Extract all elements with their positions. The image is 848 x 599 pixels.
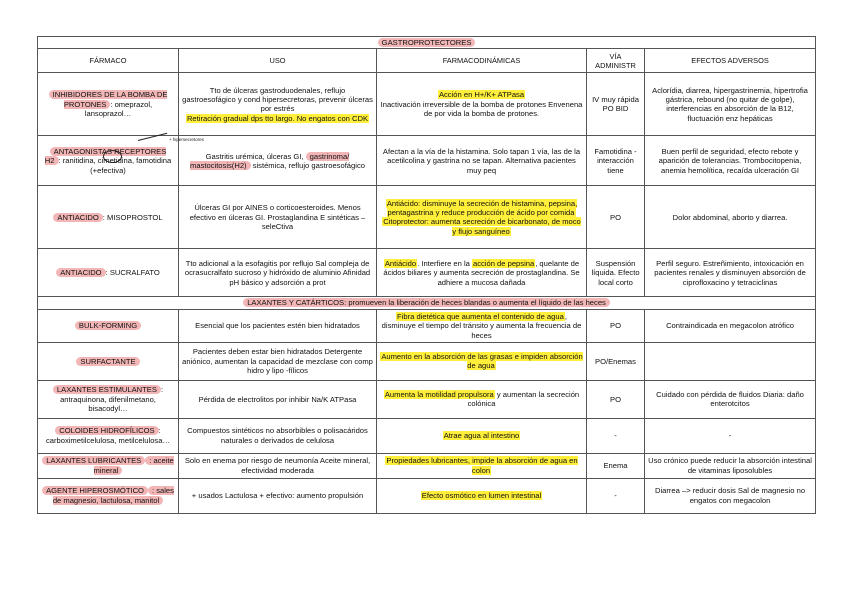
uso-cell: Solo en enema por riesgo de neumonía Aceite mineral, efectividad moderada <box>179 453 377 478</box>
farmacodinamica-cell: Aumento en la absorción de las grasas e impiden absorción de agua <box>377 342 587 380</box>
handwritten-note: + hipersecretores <box>169 137 204 142</box>
title-row <box>38 37 816 49</box>
uso-cell: Esencial que los pacientes estén bien hidratados <box>179 309 377 342</box>
via-cell: PO <box>587 309 645 342</box>
efectos-cell: - <box>645 418 816 453</box>
farmaco-cell: ANTAGONISTAS RECEPTORES H2 : ranitidina, cimetidina, famotidina (+efectiva) <box>38 136 179 186</box>
via-cell: - <box>587 478 645 513</box>
via-cell: PO/Enemas <box>587 342 645 380</box>
table-row-estimulantes <box>38 380 816 418</box>
efectos-cell: Buen perfil de seguridad, efecto rebote y aparición de tolerancias. Trombocitopenia, anemia hemolítica, recaída ulceración GI <box>645 136 816 186</box>
table-row-bulk <box>38 309 816 342</box>
efectos-cell: Aclorídia, diarrea, hipergastrinemia, hipertrofia gástrica, rebound (no quitar de golpe), interferencias en absorción de la B12, fluctuación enz hepáticas <box>645 73 816 136</box>
via-cell: Enema <box>587 453 645 478</box>
col-header-via: VÍA ADMINISTR <box>587 49 645 73</box>
table-row-ibp <box>38 73 816 136</box>
via-cell: PO <box>587 186 645 249</box>
via-cell: PO <box>587 380 645 418</box>
table-row-hiperosmotico <box>38 478 816 513</box>
table-row-surfactante <box>38 342 816 380</box>
efectos-cell: Uso crónico puede reducir la absorción intestinal de vitaminas liposolubles <box>645 453 816 478</box>
efectos-cell <box>645 342 816 380</box>
table-row-misoprostol <box>38 186 816 249</box>
farmaco-cell: AGENTE HIPEROSMÓTICO : sales de magnesio, lactulosa, manitol <box>38 478 179 513</box>
col-header-farmacodinamicas: FARMACODINÁMICAS <box>377 49 587 73</box>
section-laxantes-title: LAXANTES Y CATÁRTICOS: promueven la liberación de heces blandas o aumenta el líquido de las heces <box>243 298 610 307</box>
efectos-cell: Cuidado con pérdida de fluidos Diaria: daño enterotcitos <box>645 380 816 418</box>
col-header-efectos: EFECTOS ADVERSOS <box>645 49 816 73</box>
farmacodinamica-cell: Propiedades lubricantes, impide la absorción de agua en colon <box>377 453 587 478</box>
via-cell: - <box>587 418 645 453</box>
farmacodinamica-cell: Atrae agua al intestino <box>377 418 587 453</box>
table-title: GASTROPROTECTORES <box>378 38 476 47</box>
efectos-cell: Contraindicada en megacolon atrófico <box>645 309 816 342</box>
efectos-cell: Perfil seguro. Estreñimiento, intoxicación en pacientes renales y disminuyen absorción de ciprofloxacino y tetraciclinas <box>645 249 816 297</box>
via-cell: IV muy rápida PO BID <box>587 73 645 136</box>
farmaco-cell: LAXANTES LUBRICANTES : aceite mineral <box>38 453 179 478</box>
uso-cell: Tto de úlceras gastroduodenales, reflujo gastroesofágico y cond hipersecretoras, prevenir úlceras por estrés Retiración gradual dps tto largo. No engatos con CDK <box>179 73 377 136</box>
farmaco-cell: SURFACTANTE <box>38 342 179 380</box>
table-row-sucralfato <box>38 249 816 297</box>
col-header-farmaco: FÁRMACO <box>38 49 179 73</box>
col-header-uso: USO <box>179 49 377 73</box>
via-cell: Suspensión líquida. Efecto local corto <box>587 249 645 297</box>
farmaco-cell: BULK-FORMING <box>38 309 179 342</box>
efectos-cell: Diarrea –> reducir dosis Sal de magnesio no engatos con megacolon <box>645 478 816 513</box>
farmacodinamica-cell: Afectan a la vía de la histamina. Solo tapan 1 vía, las de la acetilcolina y gastrina no se tapan. Alternativa pacientes muy peq <box>377 136 587 186</box>
farmaco-cell: COLOIDES HIDROFÍLICOS : carboximetilcelulosa, metilcelulosa… <box>38 418 179 453</box>
farmaco-cell: INHIBIDORES DE LA BOMBA DE PROTONES : omeprazol, lansoprazol… <box>38 73 179 136</box>
annotation-circle <box>103 150 122 163</box>
uso-cell: Pacientes deben estar bien hidratados Detergente aniónico, aumentan la capacidad de mezclase con comp hidro y lipo -fílicos <box>179 342 377 380</box>
farmacodinamica-cell: Acción en H+/K+ ATPasa Inactivación irreversible de la bomba de protones Envenena de por vida la bomba de protones. <box>377 73 587 136</box>
uso-cell: Gastritis urémica, úlceras GI, gastrinoma/ mastocitosis(H2) sistémica, reflujo gastroesofágico <box>179 136 377 186</box>
farmacodinamica-cell: Aumenta la motilidad propulsora y aumentan la secreción colónica <box>377 380 587 418</box>
uso-cell: Úlceras GI por AINES o corticoesteroides. Menos efectivo en úlceras GI. Prostaglandina E sintéticas – seleCtiva <box>179 186 377 249</box>
table-row-lubricantes <box>38 453 816 478</box>
uso-cell: Pérdida de electrolitos por inhibir Na/K ATPasa <box>179 380 377 418</box>
table-row-h2 <box>38 136 816 186</box>
farmacodinamica-cell: Fibra dietética que aumenta el contenido de agua, disminuye el tiempo del tránsito y aumenta la frecuencia de heces <box>377 309 587 342</box>
farmacodinamica-cell: Antiácido. Interfiere en la acción de pepsina, quelante de ácidos biliares y aumenta secreción de prostaglandina. Se adhiere a mucosa dañada <box>377 249 587 297</box>
uso-cell: + usados Lactulosa + efectivo: aumento propulsión <box>179 478 377 513</box>
farmacodinamica-cell: Antiácido: disminuye la secreción de histamina, pepsina, pentagastrina y reduce producción de ácido por comida Citoprotector: aumenta secreción de bicarbonato, de moco y flujo sanguíneo <box>377 186 587 249</box>
gastroprotectores-table <box>37 36 816 514</box>
farmacodinamica-cell: Efecto osmótico en lumen intestinal <box>377 478 587 513</box>
uso-cell: Compuestos sintéticos no absorbibles o polisacáridos naturales o derivados de celulosa <box>179 418 377 453</box>
via-cell: Famotidina - interacción tiene <box>587 136 645 186</box>
header-row <box>38 49 816 73</box>
efectos-cell: Dolor abdominal, aborto y diarrea. <box>645 186 816 249</box>
section-laxantes-row <box>38 297 816 309</box>
farmaco-cell: ANTIACIDO : SUCRALFATO <box>38 249 179 297</box>
farmaco-cell: LAXANTES ESTIMULANTES : antraquinona, difenilmetano, bisacodyl… <box>38 380 179 418</box>
uso-cell: Tto adicional a la esofagitis por reflujo Sal compleja de ocrasucralfato sucroso y hidróxido de aluminio Afinidad pH básico y adsorción a prot <box>179 249 377 297</box>
table-row-coloides <box>38 418 816 453</box>
farmaco-cell: ANTIACIDO : MISOPROSTOL <box>38 186 179 249</box>
